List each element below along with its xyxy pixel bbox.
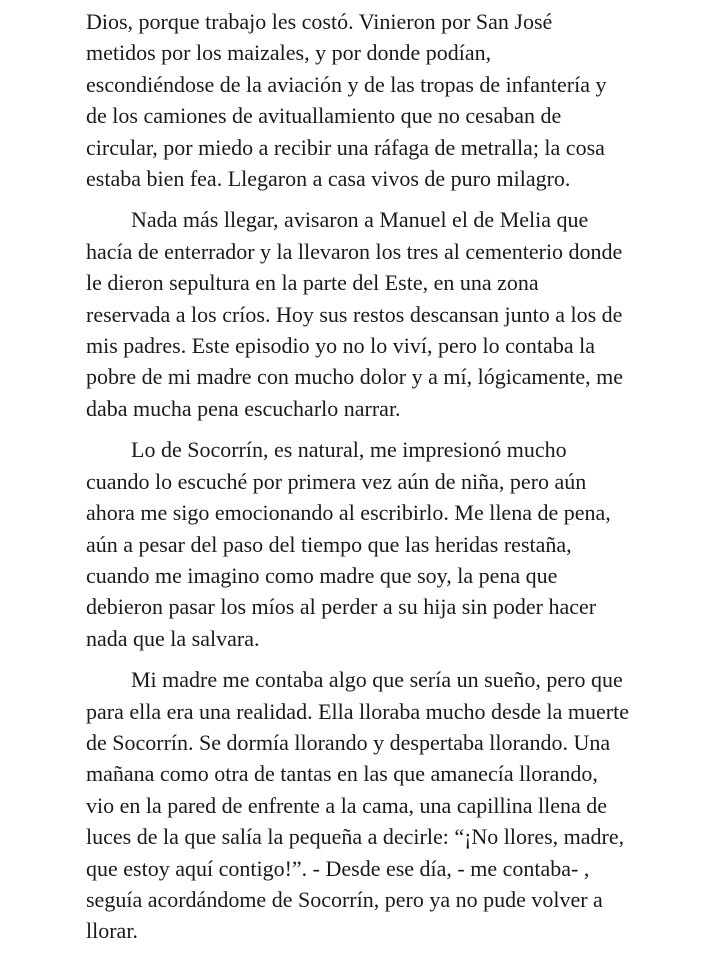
text-line: nada que la salvara. <box>86 625 260 651</box>
text-line: cuando me imagino como madre que soy, la pena que <box>86 562 558 588</box>
text-line: debieron pasar los míos al perder a su hija sin poder hacer <box>86 594 597 620</box>
text-line: circular, por miedo a recibir una ráfaga de metralla; la cosa <box>86 134 605 160</box>
text-line: mis padres. Este episodio yo no lo viví, pero lo contaba la <box>86 333 595 359</box>
text-line: vio en la pared de enfrente a la cama, una capillina llena de <box>86 792 608 818</box>
body-text <box>86 6 686 947</box>
text-line: que estoy aquí contigo!”. - Desde ese día, - me contaba- , <box>86 855 590 881</box>
text-line: daba mucha pena escucharlo narrar. <box>86 395 401 421</box>
text-line: de Socorrín. Se dormía llorando y despertaba llorando. Una <box>86 729 611 755</box>
paragraph-4 <box>86 664 686 947</box>
text-line: Mi madre me contaba algo que sería un sueño, pero que <box>131 667 623 693</box>
text-line: para ella era una realidad. Ella lloraba mucho desde la muerte <box>86 698 630 724</box>
text-line: estaba bien fea. Llegaron a casa vivos de puro milagro. <box>86 166 571 192</box>
text-line: Dios, porque trabajo les costó. Vinieron por San José <box>86 9 553 34</box>
text-line: metidos por los maizales, y por donde podían, <box>86 40 492 66</box>
text-line: reservada a los críos. Hoy sus restos descansan junto a los de <box>86 301 623 327</box>
text-line: Nada más llegar, avisaron a Manuel el de Melia que <box>131 207 589 233</box>
text-line: hacía de enterrador y la llevaron los tres al cementerio donde <box>86 238 623 264</box>
text-line: cuando lo escuché por primera vez aún de niña, pero aún <box>86 468 587 494</box>
text-line: ahora me sigo emocionando al escribirlo. Me llena de pena, <box>86 500 611 526</box>
text-line: aún a pesar del paso del tiempo que las heridas restaña, <box>86 531 572 557</box>
text-line: llorar. <box>86 918 138 944</box>
text-line: luces de la que salía la pequeña a decirle: “¡No llores, madre, <box>86 824 625 850</box>
text-line: seguía acordándome de Socorrín, pero ya no pude volver a <box>86 886 603 912</box>
text-line: le dieron sepultura en la parte del Este, en una zona <box>86 270 539 296</box>
text-line: Lo de Socorrín, es natural, me impresionó mucho <box>131 437 567 463</box>
paragraph-1 <box>86 6 686 194</box>
text-line: mañana como otra de tantas en las que amanecía llorando, <box>86 761 598 787</box>
text-line: de los camiones de avituallamiento que no cesaban de <box>86 103 562 129</box>
text-line: escondiéndose de la aviación y de las tropas de infantería y <box>86 71 607 97</box>
paragraph-3 <box>86 434 686 654</box>
paragraph-2 <box>86 204 686 424</box>
text-line: pobre de mi madre con mucho dolor y a mí, lógicamente, me <box>86 364 624 390</box>
